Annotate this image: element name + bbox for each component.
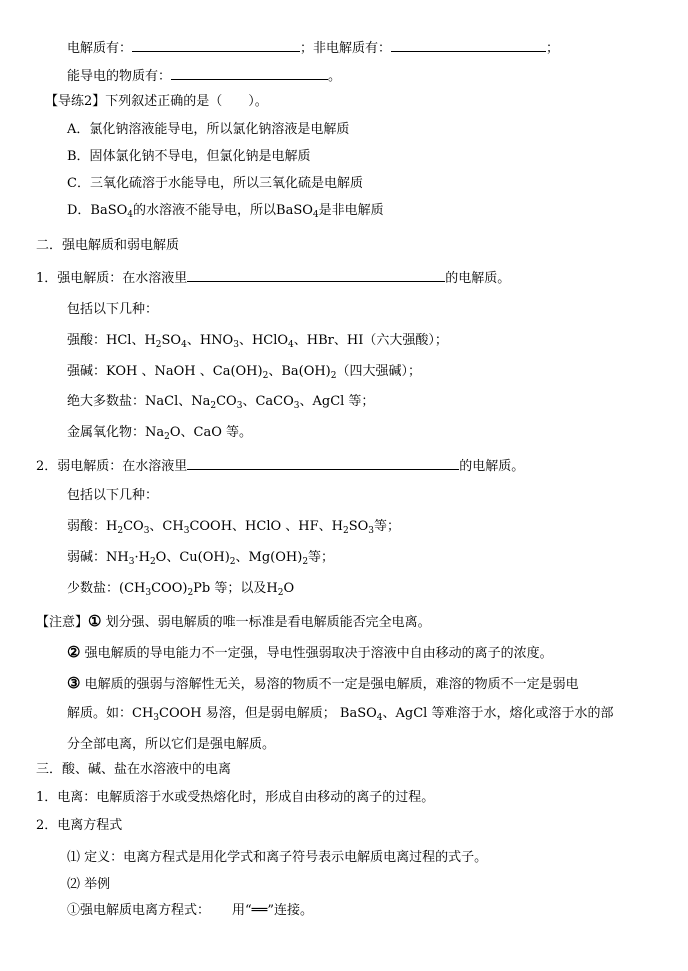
label-conductive: 能导电的物质有：: [67, 69, 172, 84]
line-conductive-blank: 能导电的物质有： 。: [67, 66, 341, 84]
blank-strong-electrolyte[interactable]: [187, 268, 445, 282]
most-salts: 绝大多数盐：NaCl、$Na_2CO_3$、CaCO$_3$、AgCl 等；: [67, 394, 375, 411]
note-3-cont: 解质。如：$CH_3COOH$ 易溶，但是弱电解质； BaSO$_4$、AgCl 等难溶于水，熔化或溶于水的部: [67, 706, 614, 723]
weak-bases: 弱碱：$NH_3\cdot H_2O$、$Cu(OH)_2$、$Mg(OH)_2$等；: [67, 550, 335, 567]
note-3-end: 分全部电离，所以它们是强电解质。: [67, 737, 276, 752]
weak-electrolyte-def: 2．弱电解质：在水溶液里 的电解质。: [36, 456, 524, 474]
blank-nonelectrolyte[interactable]: [391, 38, 546, 52]
ionization-def: 1．电离：电解质溶于水或受热熔化时，形成自由移动的离子的过程。: [36, 790, 435, 805]
includes-weak: 包括以下几种：: [67, 488, 159, 503]
strong-bases: 强碱：KOH 、NaOH 、$Ca(OH)_2$、$Ba(OH)_2$（四大强碱）；: [67, 364, 422, 381]
equation-example: ⑵ 举例: [67, 877, 111, 892]
line-electrolyte-blanks: 电解质有： ；非电解质有： ；: [67, 38, 559, 56]
option-d: D．BaSO$_4$的水溶液不能导电，所以BaSO$_4$是非电解质: [67, 203, 384, 220]
note-heading: 【注意】: [36, 615, 89, 630]
strong-acids: 强酸：HCl、$H_2SO_4$、$HNO_3$、HClO$_4$、HBr、HI（六大强酸）；: [67, 333, 448, 350]
strong-electrolyte-def: 1．强电解质：在水溶液里 的电解质。: [36, 268, 510, 286]
label-electrolyte: 电解质有：: [67, 41, 133, 56]
note-3: ③ 电解质的强弱与溶解性无关，易溶的物质不一定是强电解质，难溶的物质不一定是弱电: [67, 674, 579, 692]
strong-equation-form: ①强电解质电离方程式： 用“══”连接。: [67, 903, 313, 918]
metal-oxides: 金属氧化物：$Na_2O$、CaO 等。: [67, 425, 253, 442]
circled-1-icon: ①: [88, 612, 102, 630]
note-1: 【注意】① 划分强、弱电解质的唯一标准是看电解质能否完全电离。: [36, 612, 431, 630]
circled-2-icon: ②: [67, 643, 81, 661]
ionization-equation-heading: 2．电离方程式: [36, 818, 123, 833]
option-c: C．三氧化硫溶于水能导电，所以三氧化硫是电解质: [67, 176, 363, 191]
section-2-title: 二．强电解质和弱电解质: [36, 238, 180, 253]
circled-3-icon: ③: [67, 674, 81, 692]
question-2-heading: 【导练2】下列叙述正确的是（ ）。: [45, 94, 268, 109]
few-salts: 少数盐：$(CH_3COO)_2Pb$ 等；以及$H_2O$: [67, 581, 295, 598]
weak-acids: 弱酸：$H_2CO_3$、$CH_3COOH$、HClO 、HF、$H_2SO_3$等；: [67, 519, 401, 536]
blank-conductive[interactable]: [171, 66, 328, 80]
section-3-title: 三．酸、碱、盐在水溶液中的电离: [36, 762, 232, 777]
note-2: ② 强电解质的导电能力不一定强，导电性强弱取决于溶液中自由移动的离子的浓度。: [67, 643, 553, 661]
blank-electrolyte[interactable]: [132, 38, 300, 52]
includes-strong: 包括以下几种：: [67, 302, 159, 317]
blank-weak-electrolyte[interactable]: [187, 456, 459, 470]
equation-definition: ⑴ 定义：电离方程式是用化学式和离子符号表示电解质电离过程的式子。: [67, 850, 488, 865]
option-b: B．固体氯化钠不导电，但氯化钠是电解质: [67, 149, 311, 164]
option-a: A．氯化钠溶液能导电，所以氯化钠溶液是电解质: [67, 122, 350, 137]
label-nonelectrolyte: ；非电解质有：: [300, 41, 392, 56]
